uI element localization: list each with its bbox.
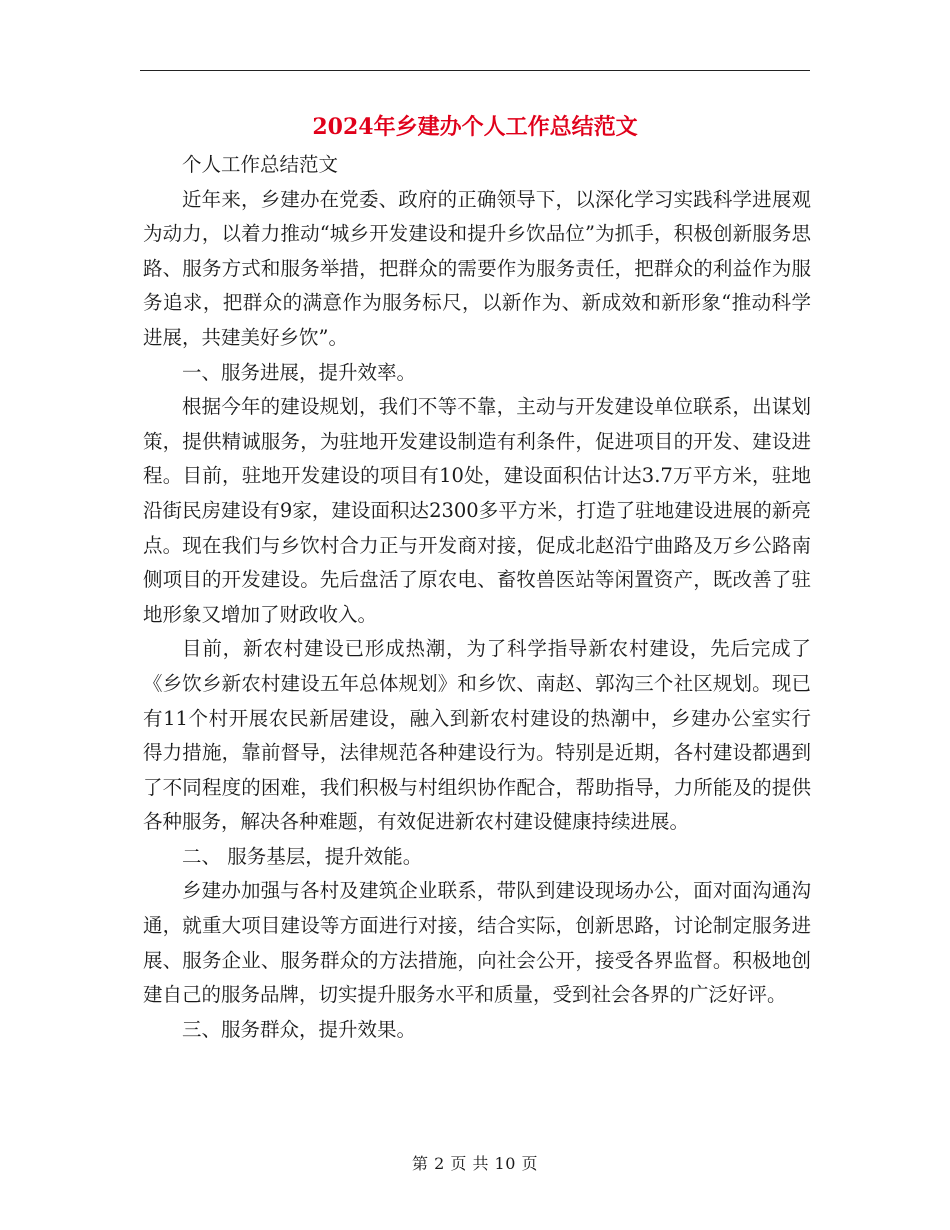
section-heading-2: 二、 服务基层，提升效能。 bbox=[182, 844, 423, 868]
body-paragraph: 根据今年的建设规划，我们不等不靠，主动与开发建设单位联系，出谋划策，提供精诚服务，为驻地开发建设制造有利条件，促进项目的开发、建设进程。目前，驻地开发建设的项目有10处，建设面积估计达3.7万平方米，驻地沿街民房建设有9家，建设面积达2300多平方米，打造了驻地建设进展的新亮点。现在我们与乡饮村合力正与开发商对接，促成北赵沿宁曲路及万乡公路南侧项目的开发建设。先后盘活了原农电、畜牧兽医站等闲置资产，既改善了驻地形象又增加了财政收入。 bbox=[143, 395, 811, 626]
intro-paragraph: 近年来，乡建办在党委、政府的正确领导下，以深化学习实践科学进展观为动力，以着力推动“城乡开发建设和提升乡饮品位”为抓手，积极创新服务思路、服务方式和服务举措，把群众的需要作为服务责任，把群众的利益作为服务追求，把群众的满意作为服务标尺，以新作为、新成效和新形象“推动科学进展，共建美好乡饮”。 bbox=[143, 187, 811, 349]
section-heading-1: 一、服务进展，提升效率。 bbox=[182, 360, 417, 384]
subtitle-paragraph: 个人工作总结范文 bbox=[182, 153, 339, 176]
header-rule bbox=[140, 70, 810, 71]
section-heading-3: 三、服务群众，提升效果。 bbox=[182, 1017, 417, 1041]
body-paragraph: 乡建办加强与各村及建筑企业联系，带队到建设现场办公，面对面沟通沟通，就重大项目建设等方面进行对接，结合实际，创新思路，讨论制定服务进展、服务企业、服务群众的方法措施，向社会公开，接受各界监督。积极地创建自己的服务品牌，切实提升服务水平和质量，受到社会各界的广泛好评。 bbox=[143, 879, 811, 1007]
document-body bbox=[143, 148, 811, 1047]
body-paragraph: 目前，新农村建设已形成热潮，为了科学指导新农村建设，先后完成了《乡饮乡新农村建设五年总体规划》和乡饮、南赵、郭沟三个社区规划。现已有11个村开展农民新居建设，融入到新农村建设的热潮中，乡建办公室实行得力措施，靠前督导，法律规范各种建设行为。特别是近期，各村建设都遇到了不同程度的困难，我们积极与村组织协作配合，帮助指导，力所能及的提供各种服务，解决各种难题，有效促进新农村建设健康持续进展。 bbox=[143, 637, 811, 834]
page-number: 第 2 页 共 10 页 bbox=[412, 1154, 538, 1173]
document-title: 2024年乡建办个人工作总结范文 bbox=[312, 114, 638, 140]
